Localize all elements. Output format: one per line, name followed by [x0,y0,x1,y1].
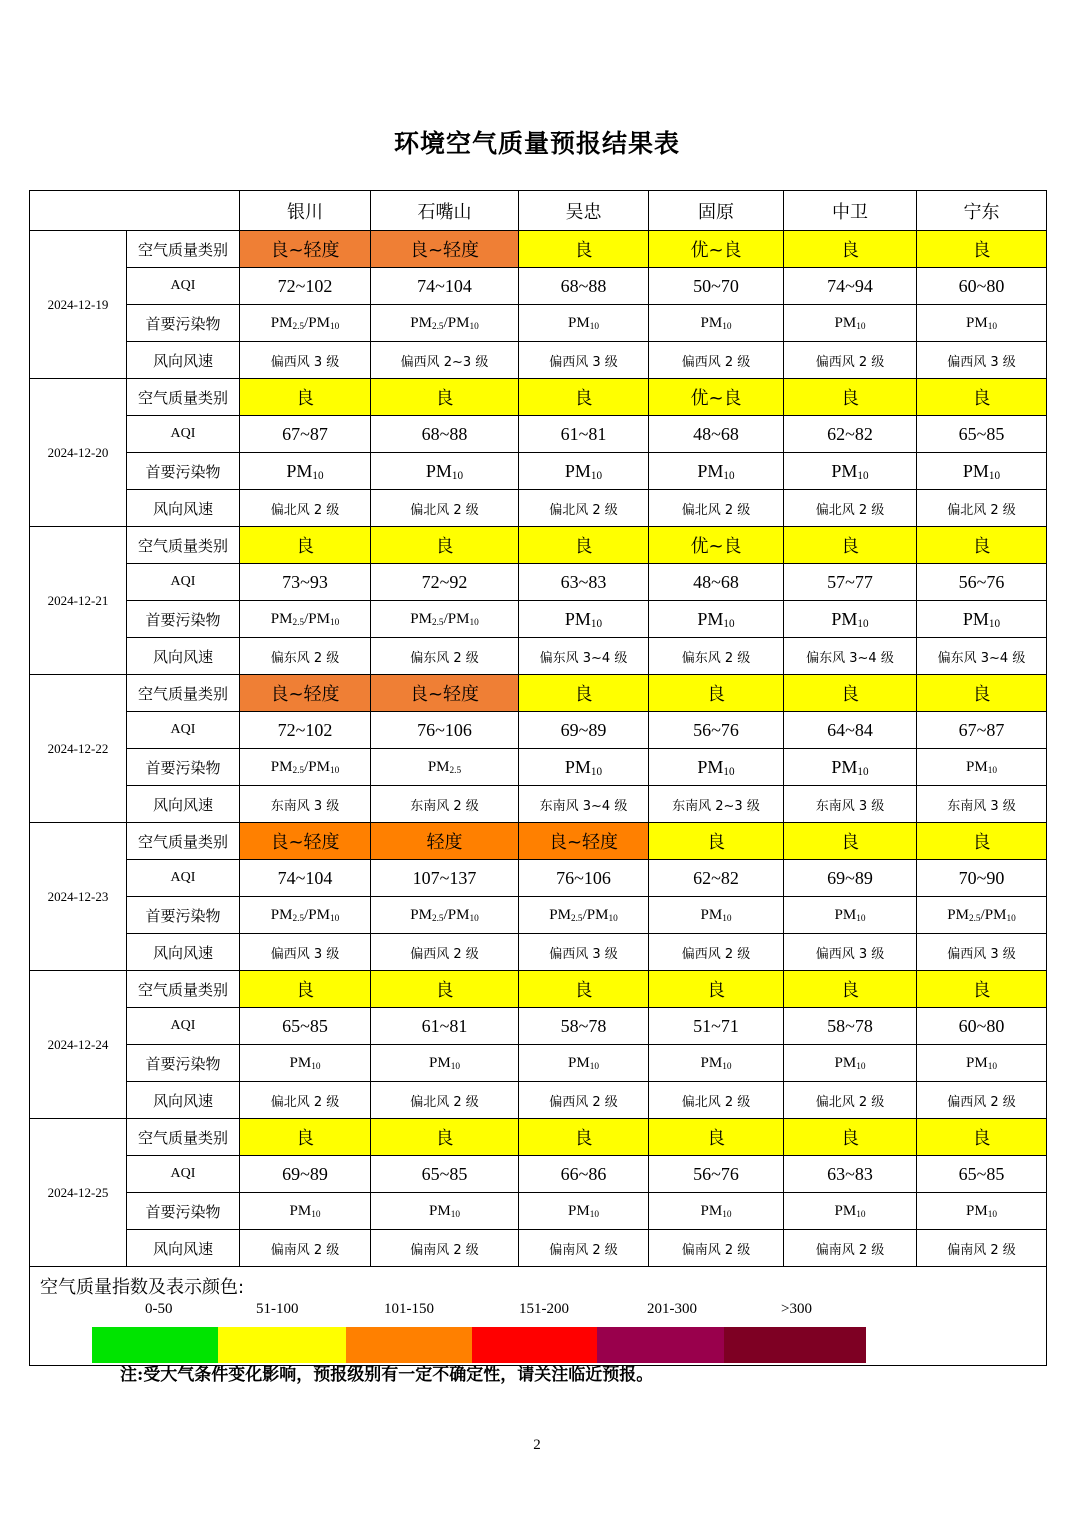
category-cell: 良 [917,231,1047,268]
aqi-cell: 68~88 [519,268,649,305]
wind-cell: 偏北风 2 级 [240,490,371,527]
aqi-cell: 48~68 [649,416,784,453]
category-cell: 良 [649,823,784,860]
city-header: 银川 [240,191,371,231]
row-wind [30,1230,1047,1267]
aqi-cell: 65~85 [240,1008,371,1045]
category-cell: 良 [649,675,784,712]
pollutant-cell: $PM_{10}$ [240,453,371,490]
row-label-aqi: AQI [127,860,240,897]
aqi-cell: 67~87 [240,416,371,453]
pollutant-cell: $PM_{10}$ [649,1193,784,1230]
aqi-cell: 69~89 [519,712,649,749]
city-header: 宁东 [917,191,1047,231]
category-cell: 轻度 [371,823,519,860]
row-pollutant [30,749,1047,786]
category-cell: 良 [371,379,519,416]
wind-cell: 东南风 2 级 [371,786,519,823]
city-header: 石嘴山 [371,191,519,231]
city-header: 吴忠 [519,191,649,231]
aqi-cell: 76~106 [519,860,649,897]
wind-cell: 偏西风 3 级 [784,934,917,971]
pollutant-cell: $PM_{10}$ [917,1045,1047,1082]
wind-cell: 偏西风 2~3 级 [371,342,519,379]
category-cell: 良 [917,971,1047,1008]
date-cell: 2024-12-23 [30,823,127,971]
city-header: 中卫 [784,191,917,231]
row-label-pollutant: 首要污染物 [127,305,240,342]
page-number: 2 [533,1437,541,1453]
aqi-cell: 76~106 [371,712,519,749]
aqi-cell: 73~93 [240,564,371,601]
legend-color-swatch [92,1327,218,1363]
forecast-note: 注:受大气条件变化影响，预报级别有一定不确定性，请关注临近预报。 [120,1365,654,1385]
row-category [30,823,1047,860]
row-category [30,675,1047,712]
row-wind [30,1082,1047,1119]
aqi-cell: 58~78 [784,1008,917,1045]
wind-cell: 东南风 3 级 [240,786,371,823]
category-cell: 良~轻度 [240,231,371,268]
wind-cell: 偏北风 2 级 [784,1082,917,1119]
row-label-category: 空气质量类别 [127,675,240,712]
category-cell: 良 [519,379,649,416]
category-cell: 良~轻度 [519,823,649,860]
row-pollutant [30,1045,1047,1082]
category-cell: 良 [917,1119,1047,1156]
pollutant-cell: $PM_{10}$ [519,601,649,638]
pollutant-cell: $PM_{10}$ [649,897,784,934]
aqi-cell: 65~85 [917,1156,1047,1193]
wind-cell: 偏西风 3 级 [240,342,371,379]
aqi-cell: 74~104 [371,268,519,305]
pollutant-cell: $PM_{10}$ [519,453,649,490]
pollutant-cell: $PM_{10}$ [371,1045,519,1082]
pollutant-cell: $PM_{10}$ [519,305,649,342]
aqi-cell: 74~104 [240,860,371,897]
category-cell: 良 [784,379,917,416]
row-category [30,231,1047,268]
category-cell: 良 [240,971,371,1008]
legend-color-swatch [597,1327,724,1363]
category-cell: 良~轻度 [371,231,519,268]
aqi-cell: 58~78 [519,1008,649,1045]
category-cell: 良 [519,231,649,268]
pollutant-cell: $PM_{10}$ [649,453,784,490]
wind-cell: 偏北风 2 级 [240,1082,371,1119]
aqi-cell: 63~83 [784,1156,917,1193]
row-label-aqi: AQI [127,268,240,305]
row-label-wind: 风向风速 [127,490,240,527]
city-header: 固原 [649,191,784,231]
pollutant-cell: $PM_{10}$ [519,1045,649,1082]
aqi-cell: 61~81 [519,416,649,453]
aqi-cell: 57~77 [784,564,917,601]
pollutant-cell: $PM_{10}$ [519,1193,649,1230]
pollutant-cell: $PM_{10}$ [371,1193,519,1230]
legend-range-label: 51-100 [256,1301,299,1317]
wind-cell: 偏北风 2 级 [649,1082,784,1119]
wind-cell: 偏东风 2 级 [240,638,371,675]
pollutant-cell: $PM_{10}$ [917,305,1047,342]
category-cell: 良 [240,379,371,416]
category-cell: 良~轻度 [371,675,519,712]
legend-range-label: 0-50 [145,1301,173,1317]
category-cell: 良 [784,527,917,564]
row-label-wind: 风向风速 [127,638,240,675]
date-cell: 2024-12-22 [30,675,127,823]
pollutant-cell: $PM_{10}$ [784,897,917,934]
aqi-cell: 62~82 [784,416,917,453]
aqi-cell: 65~85 [371,1156,519,1193]
forecast-table [29,190,1047,1366]
pollutant-cell: $PM_{10}$ [784,1045,917,1082]
row-label-category: 空气质量类别 [127,379,240,416]
wind-cell: 偏北风 2 级 [519,490,649,527]
pollutant-cell: $PM_{10}$ [784,601,917,638]
pollutant-cell: $PM_{2.5}/PM_{10}$ [371,897,519,934]
category-cell: 良 [917,527,1047,564]
row-wind [30,490,1047,527]
pollutant-cell: $PM_{10}$ [784,305,917,342]
wind-cell: 偏南风 2 级 [784,1230,917,1267]
aqi-cell: 69~89 [784,860,917,897]
row-wind [30,638,1047,675]
header-blank-cell [30,191,240,231]
row-label-aqi: AQI [127,1156,240,1193]
category-cell: 良 [371,1119,519,1156]
legend-range-label: 151-200 [519,1301,569,1317]
pollutant-cell: $PM_{10}$ [784,749,917,786]
wind-cell: 偏北风 2 级 [649,490,784,527]
row-label-category: 空气质量类别 [127,971,240,1008]
row-label-pollutant: 首要污染物 [127,1045,240,1082]
row-label-pollutant: 首要污染物 [127,749,240,786]
date-cell: 2024-12-25 [30,1119,127,1267]
wind-cell: 偏西风 2 级 [519,1082,649,1119]
wind-cell: 偏东风 2 级 [371,638,519,675]
wind-cell: 偏西风 2 级 [371,934,519,971]
row-label-category: 空气质量类别 [127,823,240,860]
wind-cell: 偏北风 2 级 [784,490,917,527]
row-label-category: 空气质量类别 [127,1119,240,1156]
pollutant-cell: $PM_{10}$ [371,453,519,490]
row-label-wind: 风向风速 [127,934,240,971]
wind-cell: 偏西风 2 级 [784,342,917,379]
wind-cell: 偏东风 3~4 级 [784,638,917,675]
category-cell: 良 [784,971,917,1008]
wind-cell: 偏东风 3~4 级 [519,638,649,675]
date-cell: 2024-12-21 [30,527,127,675]
legend-color-swatch [472,1327,597,1363]
wind-cell: 东南风 3 级 [917,786,1047,823]
category-cell: 良~轻度 [240,675,371,712]
row-label-pollutant: 首要污染物 [127,453,240,490]
row-label-aqi: AQI [127,712,240,749]
pollutant-cell: $PM_{10}$ [649,1045,784,1082]
aqi-cell: 65~85 [917,416,1047,453]
wind-cell: 偏西风 2 级 [649,342,784,379]
pollutant-cell: $PM_{10}$ [917,453,1047,490]
category-cell: 良 [784,1119,917,1156]
wind-cell: 东南风 3 级 [784,786,917,823]
legend-range-label: >300 [781,1301,812,1317]
category-cell: 良 [784,231,917,268]
pollutant-cell: $PM_{10}$ [784,1193,917,1230]
pollutant-cell: $PM_{10}$ [649,601,784,638]
aqi-legend [30,1267,1047,1366]
aqi-cell: 72~92 [371,564,519,601]
legend-title: 空气质量指数及表示颜色: [40,1277,245,1298]
row-pollutant [30,601,1047,638]
pollutant-cell: $PM_{2.5}/PM_{10}$ [240,897,371,934]
aqi-cell: 63~83 [519,564,649,601]
row-category [30,527,1047,564]
pollutant-cell: $PM_{2.5}$ [371,749,519,786]
wind-cell: 偏西风 2 级 [917,1082,1047,1119]
row-label-pollutant: 首要污染物 [127,601,240,638]
category-cell: 优~良 [649,231,784,268]
date-cell: 2024-12-19 [30,231,127,379]
wind-cell: 偏南风 2 级 [649,1230,784,1267]
pollutant-cell: $PM_{10}$ [649,305,784,342]
aqi-cell: 72~102 [240,712,371,749]
legend-color-swatch [724,1327,866,1363]
category-cell: 良 [917,675,1047,712]
category-cell: 良~轻度 [240,823,371,860]
aqi-cell: 64~84 [784,712,917,749]
row-category [30,971,1047,1008]
wind-cell: 偏西风 3 级 [240,934,371,971]
aqi-cell: 74~94 [784,268,917,305]
legend-color-swatch [346,1327,472,1363]
row-wind [30,342,1047,379]
pollutant-cell: $PM_{10}$ [240,1045,371,1082]
pollutant-cell: $PM_{10}$ [784,453,917,490]
date-cell: 2024-12-24 [30,971,127,1119]
date-cell: 2024-12-20 [30,379,127,527]
pollutant-cell: $PM_{10}$ [917,749,1047,786]
row-label-pollutant: 首要污染物 [127,1193,240,1230]
row-aqi [30,564,1047,601]
category-cell: 良 [784,823,917,860]
aqi-cell: 56~76 [917,564,1047,601]
wind-cell: 偏西风 3 级 [917,934,1047,971]
row-aqi [30,416,1047,453]
aqi-cell: 48~68 [649,564,784,601]
wind-cell: 偏西风 3 级 [917,342,1047,379]
category-cell: 良 [519,675,649,712]
pollutant-cell: $PM_{10}$ [917,601,1047,638]
wind-cell: 东南风 3~4 级 [519,786,649,823]
legend-range-label: 201-300 [647,1301,697,1317]
aqi-cell: 56~76 [649,1156,784,1193]
row-aqi [30,268,1047,305]
category-cell: 良 [649,1119,784,1156]
wind-cell: 偏南风 2 级 [917,1230,1047,1267]
aqi-cell: 72~102 [240,268,371,305]
row-label-aqi: AQI [127,1008,240,1045]
wind-cell: 偏南风 2 级 [519,1230,649,1267]
row-aqi [30,1156,1047,1193]
pollutant-cell: $PM_{2.5}/PM_{10}$ [240,601,371,638]
pollutant-cell: $PM_{2.5}/PM_{10}$ [371,305,519,342]
pollutant-cell: $PM_{10}$ [917,1193,1047,1230]
wind-cell: 偏北风 2 级 [917,490,1047,527]
wind-cell: 偏南风 2 级 [240,1230,371,1267]
category-cell: 优~良 [649,527,784,564]
header-row [30,191,1047,231]
row-wind [30,934,1047,971]
aqi-cell: 60~80 [917,268,1047,305]
category-cell: 良 [917,379,1047,416]
category-cell: 良 [371,971,519,1008]
aqi-cell: 50~70 [649,268,784,305]
category-cell: 优~良 [649,379,784,416]
row-category [30,1119,1047,1156]
row-label-wind: 风向风速 [127,342,240,379]
aqi-cell: 68~88 [371,416,519,453]
pollutant-cell: $PM_{2.5}/PM_{10}$ [917,897,1047,934]
wind-cell: 偏西风 3 级 [519,342,649,379]
wind-cell: 偏西风 2 级 [649,934,784,971]
aqi-cell: 56~76 [649,712,784,749]
category-cell: 良 [649,971,784,1008]
row-label-aqi: AQI [127,416,240,453]
wind-cell: 偏北风 2 级 [371,490,519,527]
row-pollutant [30,1193,1047,1230]
wind-cell: 偏西风 3 级 [519,934,649,971]
category-cell: 良 [519,1119,649,1156]
aqi-cell: 60~80 [917,1008,1047,1045]
page-title: 环境空气质量预报结果表 [393,129,680,158]
row-wind [30,786,1047,823]
aqi-cell: 67~87 [917,712,1047,749]
row-label-pollutant: 首要污染物 [127,897,240,934]
aqi-cell: 70~90 [917,860,1047,897]
row-aqi [30,1008,1047,1045]
category-cell: 良 [917,823,1047,860]
row-label-aqi: AQI [127,564,240,601]
aqi-cell: 107~137 [371,860,519,897]
pollutant-cell: $PM_{10}$ [519,749,649,786]
aqi-cell: 62~82 [649,860,784,897]
row-category [30,379,1047,416]
row-aqi [30,860,1047,897]
category-cell: 良 [371,527,519,564]
legend-color-swatch [218,1327,346,1363]
aqi-cell: 51~71 [649,1008,784,1045]
category-cell: 良 [519,971,649,1008]
category-cell: 良 [519,527,649,564]
wind-cell: 偏北风 2 级 [371,1082,519,1119]
category-cell: 良 [240,527,371,564]
row-pollutant [30,305,1047,342]
aqi-cell: 66~86 [519,1156,649,1193]
pollutant-cell: $PM_{2.5}/PM_{10}$ [240,305,371,342]
row-label-category: 空气质量类别 [127,527,240,564]
row-pollutant [30,453,1047,490]
row-pollutant [30,897,1047,934]
wind-cell: 东南风 2~3 级 [649,786,784,823]
row-label-wind: 风向风速 [127,1082,240,1119]
pollutant-cell: $PM_{10}$ [240,1193,371,1230]
category-cell: 良 [784,675,917,712]
pollutant-cell: $PM_{2.5}/PM_{10}$ [240,749,371,786]
row-label-category: 空气质量类别 [127,231,240,268]
row-label-wind: 风向风速 [127,786,240,823]
aqi-cell: 69~89 [240,1156,371,1193]
row-label-wind: 风向风速 [127,1230,240,1267]
pollutant-cell: $PM_{2.5}/PM_{10}$ [371,601,519,638]
legend-row [30,1267,1047,1366]
wind-cell: 偏东风 3~4 级 [917,638,1047,675]
legend-range-label: 101-150 [384,1301,434,1317]
wind-cell: 偏东风 2 级 [649,638,784,675]
pollutant-cell: $PM_{10}$ [649,749,784,786]
pollutant-cell: $PM_{2.5}/PM_{10}$ [519,897,649,934]
row-aqi [30,712,1047,749]
wind-cell: 偏南风 2 级 [371,1230,519,1267]
category-cell: 良 [240,1119,371,1156]
aqi-cell: 61~81 [371,1008,519,1045]
